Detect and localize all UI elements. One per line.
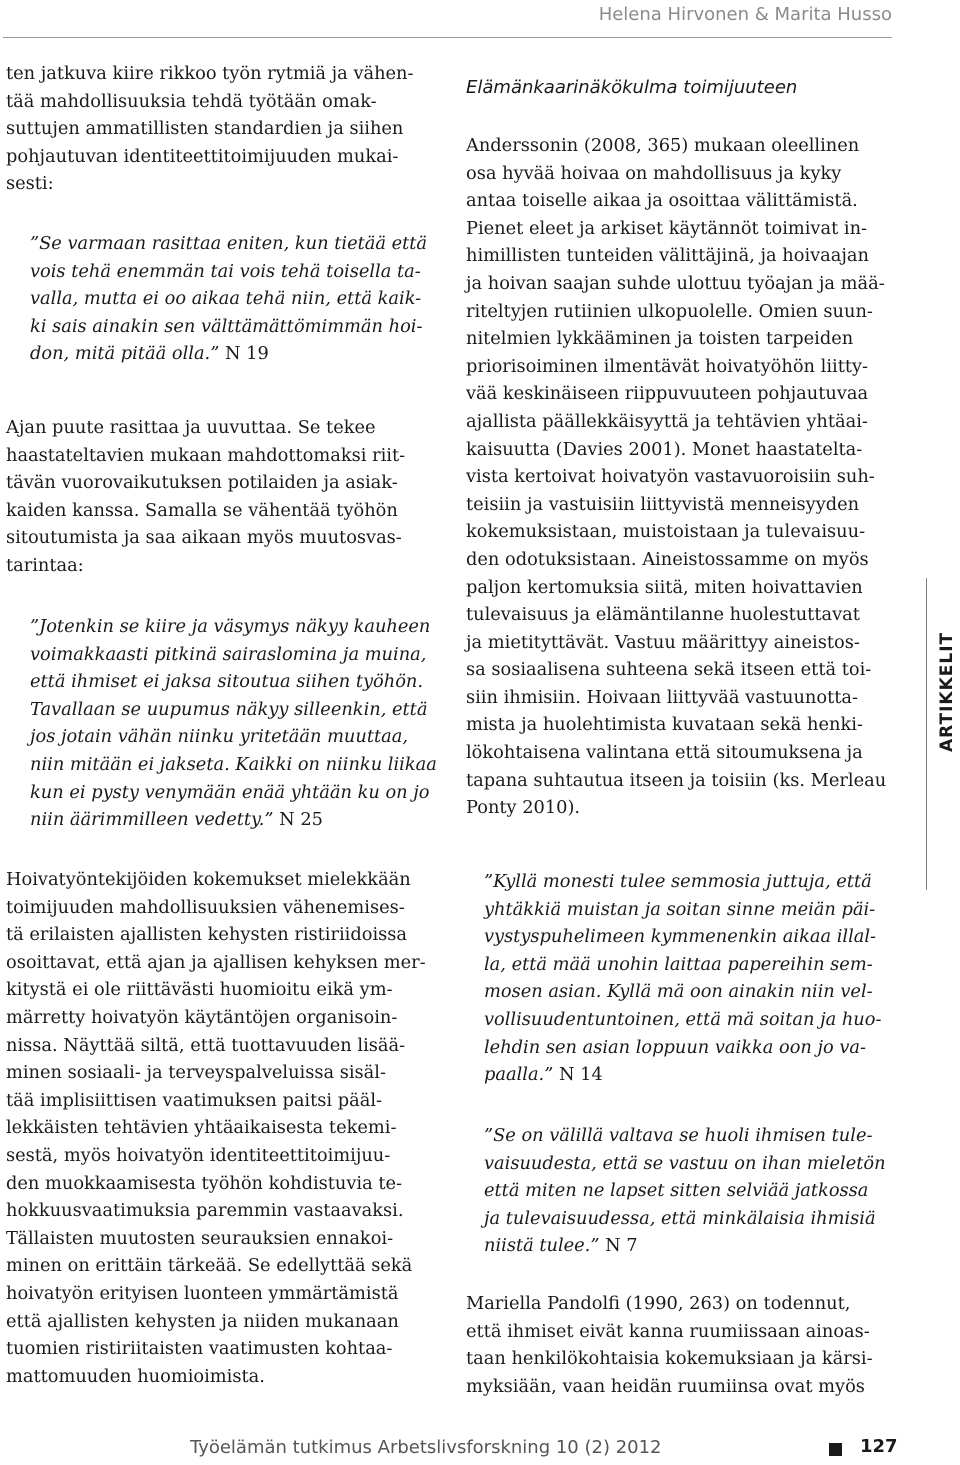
paragraph: Hoivatyöntekijöiden kokemukset mielekkään toimijuuden mahdollisuuksien vähenemises- tä erilaisten ajallisten kehysten ristiriidoissa osoittavat, että ajan ja ajallisen kehyksen mer- kitystä ei ole riittävästi huomioitu eikä ym- märretty hoivatyön käytäntöjen organisoin- nissa. Näyttää siltä, että tuottavuuden lisää- minen sosiaali- ja terveyspalveluissa sisäl- tää implisiittisen vaatimuksen paitsi pääl- lekkäisten tehtävien yhtäaikaisesta tekemi- sestä, myös hoivatyön identiteettitoimijuu- den muokkaamisesta työhön kohdistuvia te- hokkuusvaatimuksia paremmin vastaavaksi. Tällaisten muutosten seurauksien ennakoi- minen on erittäin tärkeää. Se edellyttää sekä hoivatyön erityisen luonteen ymmärtämistä että ajallisten kehysten ja niiden mukanaan tuomien ristiriitaisten vaatimusten kohtaa- mattomuuden huomioimista. <box>6 869 426 1387</box>
paragraph: ten jatkuva kiire rikkoo työn rytmiä ja vähen- tää mahdollisuuksia tehdä työtään omak- suttujen ammatillisten standardien ja siihen pohjautuvan identiteettitoimijuuden mukai- sesti: <box>6 63 414 195</box>
left-column <box>6 60 434 198</box>
side-rule <box>926 578 927 890</box>
section-heading: Elämänkaarinäkökulma toimijuuteen <box>466 77 798 98</box>
quote-reference: N 7 <box>605 1235 638 1257</box>
footer-square-marker <box>829 1443 842 1456</box>
page-number: 127 <box>860 1436 898 1457</box>
interview-quote: ”Se on välillä valtava se huoli ihmisen tule- vaisuudesta, että se vastuu on ihan mieletön että miten ne lapset sitten selviää jatkossa ja tulevaisuudessa, että minkälaisia ihmisiä niistä tulee.” N 7 <box>484 1125 886 1257</box>
paragraph: Anderssonin (2008, 365) mukaan oleellinen osa hyvää hoivaa on mahdollisuus ja kyky antaa toiselle aikaa ja osoittaa välittämistä. Pienet eleet ja arkiset käytännöt toimivat in- himillisten tunteiden välittäjinä, ja hoivaajan ja hoivan saajan suhde ulottuu työajan ja mää- riteltyjen rutiinien ulkopuolelle. Omien suun- nitelmien lykkääminen ja toisten tarpeiden priorisoiminen ilmentävät hoivatyöhön liitty- vää keskinäiseen riippuvuuteen pohjautuvaa ajallista päällekkäisyyttä ja tehtävien yhtäai- kaisuutta (Davies 2001). Monet haastatelta- vista kertoivat hoivatyön vastavuoroisiin suh- teisiin ja vastuisiin liittyvistä menneisyyden kokemuksistaan, muistoistaan ja tulevaisuu- den odotuksistaan. Aineistossamme on myös paljon kertomuksia siitä, miten hoivattavien tulevaisuus ja elämäntilanne huolestuttavat ja mietityttävät. Vastuu määrittyy aineistos- sa sosiaalisena suhteena sekä itseen että toi- siin ihmisiin. Hoivaan liittyvää vastuunotta- mista ja huolehtimista kuvataan sekä henki- lökohtaisena valintana että sitoumuksena ja tapana suhtautua itseen ja toisiin (ks. Merleau Ponty 2010). <box>466 135 887 819</box>
interview-quote: ”Se varmaan rasittaa eniten, kun tietää että vois tehä enemmän tai vois tehä toisella ta- valla, mutta ei oo aikaa tehä niin, että kaik- ki sais ainakin sen välttämättömimmän hoi- don, mitä pitää olla.” N 19 <box>30 233 428 365</box>
paragraph: Mariella Pandolfi (1990, 263) on todennut, että ihmiset eivät kanna ruumiissaan ainoas- taan henkilökohtaisia kokemuksiaan ja kärsi- myksiään, vaan heidän ruumiinsa ovat myös <box>466 1293 873 1397</box>
running-header: Helena Hirvonen & Marita Husso <box>598 4 892 25</box>
quote-reference: N 25 <box>279 809 323 831</box>
section-label: ARTIKKELIT <box>937 631 957 752</box>
interview-quote: ”Jotenkin se kiire ja väsymys näkyy kauheen voimakkaasti pitkinä sairaslomina ja muina, että ihmiset ei jaksa sitoutua siihen työhön. Tavallaan se uupumus näkyy silleenkin, että jos jotain vähän niinku yritetään muuttaa, niin mitään ei jakseta. Kaikki on niinku liikaa kun ei pysty venymään enää yhtään ku on jo niin äärimmilleen vedetty.” N 25 <box>30 616 437 831</box>
quote-reference: N 14 <box>558 1064 603 1086</box>
quote-reference: N 19 <box>224 343 269 365</box>
journal-footer: Työelämän tutkimus Arbetslivsforskning 10 (2) 2012 <box>190 1437 662 1458</box>
interview-quote: ”Kyllä monesti tulee semmosia juttuja, että yhtäkkiä muistan ja soitan sinne meiän päi- vystyspuhelimeen kymmenenkin aikaa illal- la, että mää unohin laittaa papereihin sem- mosen asian. Kyllä mä oon ainakin niin vel- vollisuudentuntoinen, että mä soitan ja huo- lehdin sen asian loppuun vaikka oon jo va- paalla.” N 14 <box>484 871 882 1086</box>
paragraph: Ajan puute rasittaa ja uuvuttaa. Se tekee haastateltavien mukaan mahdottomaksi riit- tävän vuorovaikutuksen potilaiden ja asiak- kaiden kanssa. Samalla se vähentää työhön sitoutumista ja saa aikaan myös muutosvas- tarintaa: <box>6 417 406 576</box>
header-rule <box>3 37 892 38</box>
